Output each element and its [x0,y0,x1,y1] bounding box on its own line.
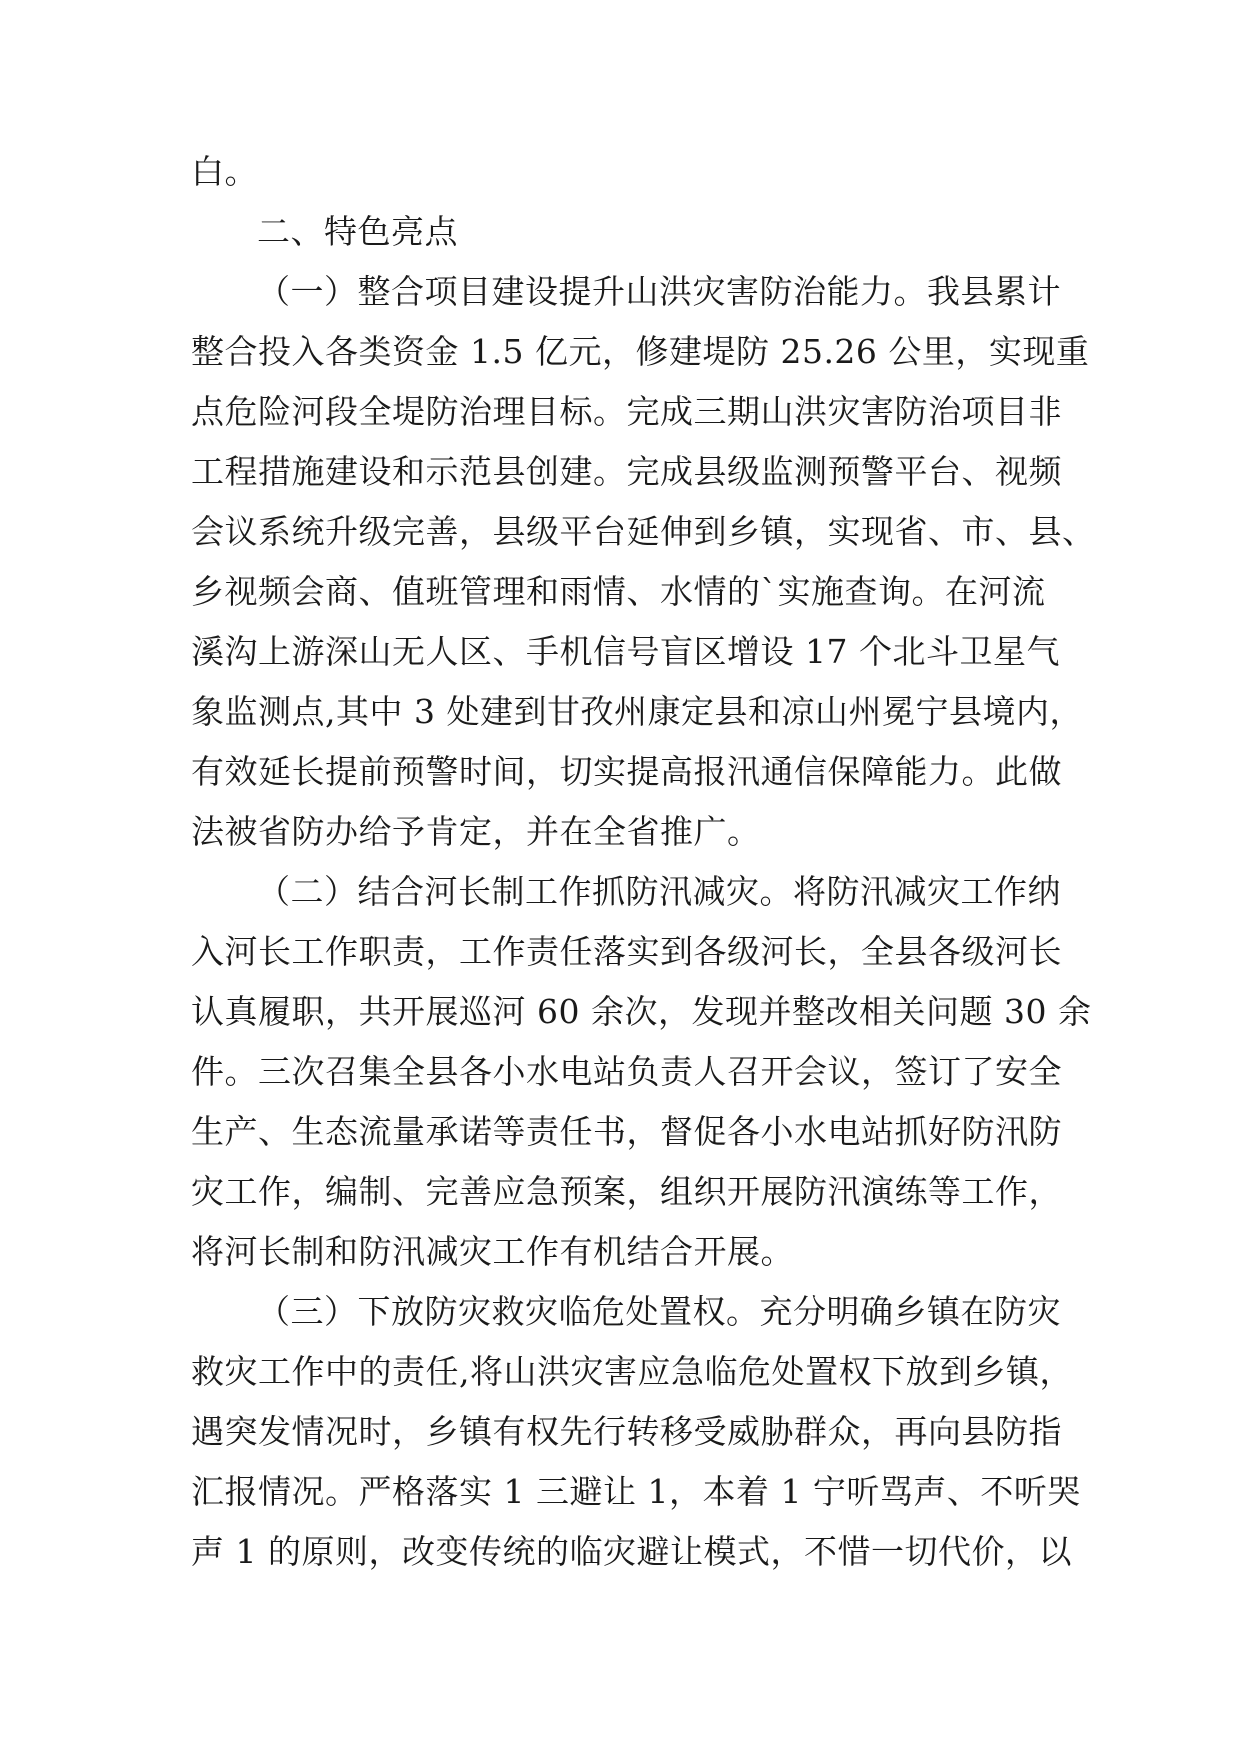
text-line: 点危险河段全堤防治理目标。完成三期山洪灾害防治项目非 [191,392,1062,431]
paragraph-heading-3: （三）下放防灾救灾临危处置权。充分明确乡镇在防灾 [257,1292,1061,1331]
text-line: 入河长工作职责，工作责任落实到各级河长，全县各级河长 [191,932,1062,971]
text-line: 白。 [191,152,258,191]
paragraph-heading-1: （一）整合项目建设提升山洪灾害防治能力。我县累计 [257,272,1061,311]
text-line: 生产、生态流量承诺等责任书，督促各小水电站抓好防汛防 [191,1112,1062,1151]
text-line: 法被省防办给予肯定，并在全省推广。 [191,812,761,851]
text-line: 声 1 的原则，改变传统的临灾避让模式，不惜一切代价，以 [191,1532,1072,1571]
text-line: 汇报情况。严格落实 1 三避让 1，本着 1 宁听骂声、不听哭 [191,1472,1081,1511]
text-line: 遇突发情况时，乡镇有权先行转移受威胁群众，再向县防指 [191,1412,1062,1451]
text-line: 救灾工作中的责任,将山洪灾害应急临危处置权下放到乡镇， [191,1352,1073,1391]
text-line: 件。三次召集全县各小水电站负责人召开会议，签订了安全 [191,1052,1062,1091]
text-line: 工程措施建设和示范县创建。完成县级监测预警平台、视频 [191,452,1062,491]
text-line: 象监测点,其中 3 处建到甘孜州康定县和凉山州冕宁县境内， [191,692,1083,731]
text-line: 灾工作，编制、完善应急预案，组织开展防汛演练等工作， [191,1172,1062,1211]
text-line: 有效延长提前预警时间，切实提高报汛通信保障能力。此做 [191,752,1062,791]
paragraph-heading-2: （二）结合河长制工作抓防汛减灾。将防汛减灾工作纳 [257,872,1061,911]
text-line: 整合投入各类资金 1.5 亿元，修建堤防 25.26 公里，实现重 [191,332,1090,371]
section-heading: 二、特色亮点 [257,212,458,251]
text-line: 会议系统升级完善，县级平台延伸到乡镇，实现省、市、县、 [191,512,1096,551]
text-line: 认真履职，共开展巡河 60 余次，发现并整改相关问题 30 余 [191,992,1092,1031]
text-line: 乡视频会商、值班管理和雨情、水情的`实施查询。在河流 [191,572,1046,611]
text-line: 溪沟上游深山无人区、手机信号盲区增设 17 个北斗卫星气 [191,632,1060,671]
text-line: 将河长制和防汛减灾工作有机结合开展。 [191,1232,794,1271]
